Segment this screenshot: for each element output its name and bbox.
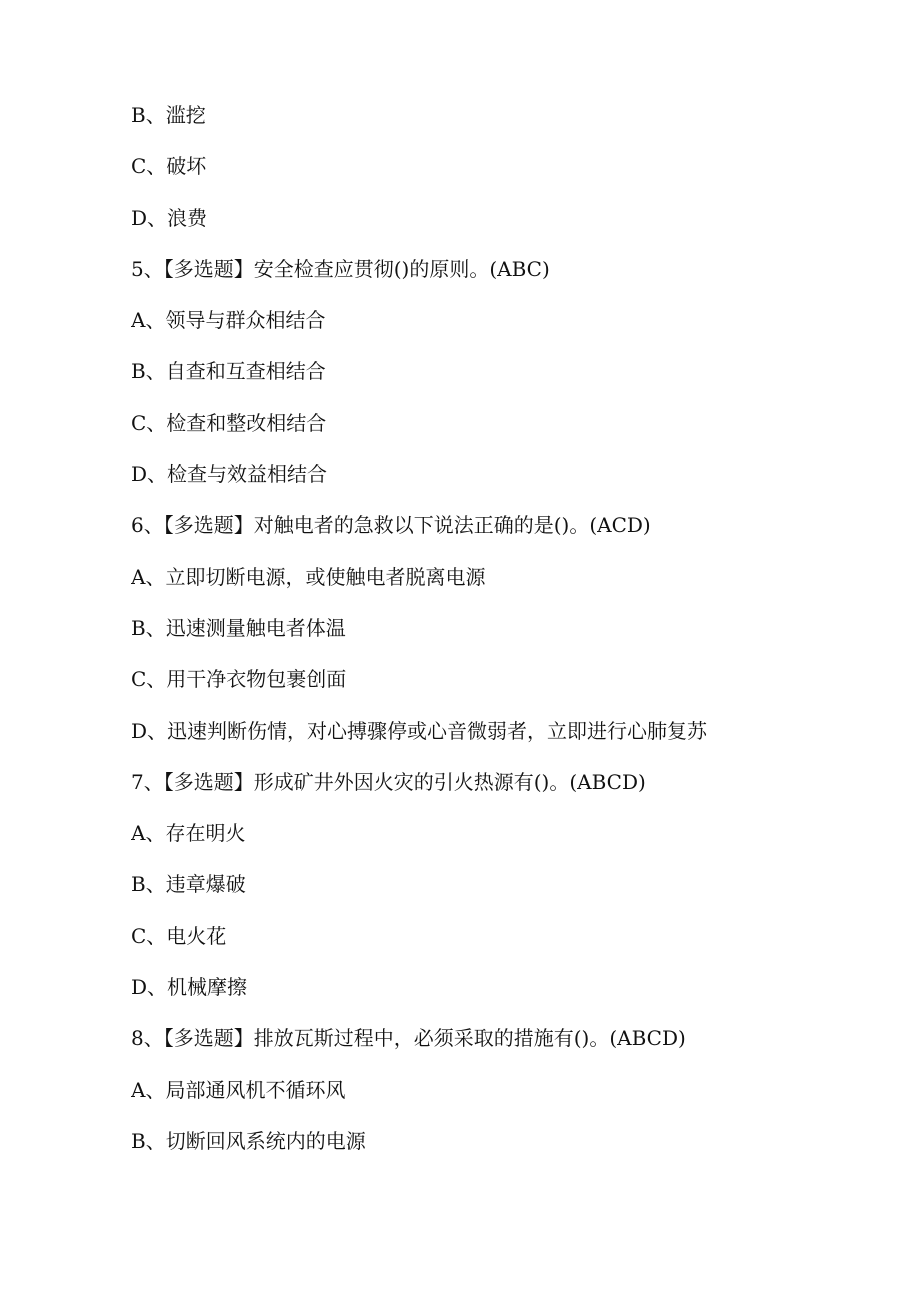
option-line: C、电火花 (131, 923, 227, 948)
option-line: B、违章爆破 (131, 872, 246, 897)
option-line: B、滥挖 (131, 103, 206, 127)
option-line: D、浪费 (131, 205, 208, 230)
option-line: C、破坏 (131, 154, 207, 179)
option-line: D、机械摩擦 (131, 975, 248, 1000)
option-line: A、存在明火 (131, 821, 246, 846)
question-line: 6、【多选题】对触电者的急救以下说法正确的是()。(ACD) (131, 513, 651, 538)
option-line: D、检查与效益相结合 (131, 462, 328, 487)
option-line: C、用干净衣物包裹创面 (131, 667, 347, 692)
question-line: 5、【多选题】安全检查应贯彻()的原则。(ABC) (131, 256, 550, 281)
option-line: A、局部通风机不循环风 (131, 1077, 346, 1102)
option-line: A、领导与群众相结合 (131, 308, 326, 333)
option-line: A、立即切断电源，或使触电者脱离电源 (131, 564, 486, 589)
option-line: C、检查和整改相结合 (131, 410, 327, 435)
option-line: B、迅速测量触电者体温 (131, 615, 346, 640)
question-line: 8、【多选题】排放瓦斯过程中，必须采取的措施有()。(ABCD) (131, 1026, 686, 1051)
option-line: B、自查和互查相结合 (131, 359, 326, 384)
question-list (131, 98, 891, 1175)
question-line: 7、【多选题】形成矿井外因火灾的引火热源有()。(ABCD) (131, 769, 646, 794)
option-line: D、迅速判断伤情，对心搏骤停或心音微弱者，立即进行心肺复苏 (131, 718, 708, 743)
option-line: B、切断回风系统内的电源 (131, 1128, 366, 1153)
